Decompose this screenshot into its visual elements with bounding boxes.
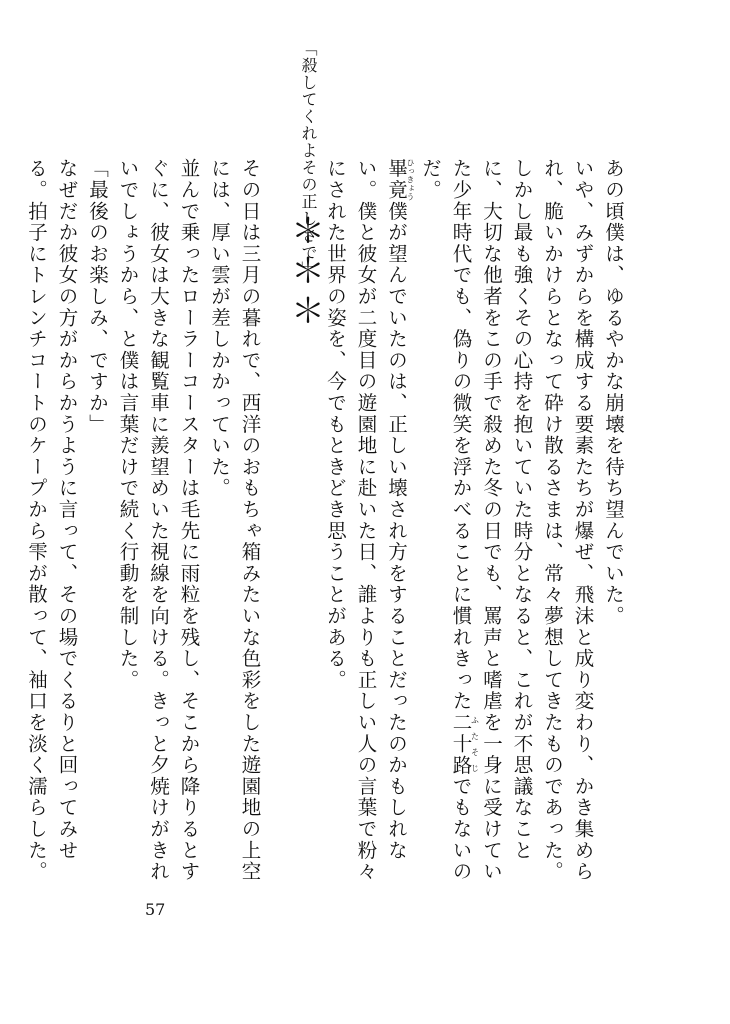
body-text: [25, 158, 628, 898]
section-separator: ＊＊＊: [284, 213, 325, 333]
running-head: 「殺してくれよその正しさで」: [299, 40, 318, 278]
ruby-hikkyo: 畢竟ひっきょう: [385, 158, 415, 201]
ruby-futasoji: 二十路ふたそじ: [449, 711, 480, 776]
paragraph: いや、みずからを構成する要素たちが爆ぜ、飛沫と成り変わり、かき集められ、脆いかけらとなって砕け散るさまは、常々夢想してきたものであった。: [541, 158, 595, 883]
paragraph: 「最後のお楽しみ、ですか」: [86, 158, 109, 435]
paragraph: あの頃僕は、ゆるやかな崩壊を待ち望んでいた。: [602, 158, 625, 627]
paragraph-text: でもないのだ。: [419, 158, 473, 883]
paragraph: その日は三月の暮れで、西洋のおもちゃ箱みたいな色彩をした遊園地の上空には、厚い雲が差しかかっていた。: [208, 158, 262, 883]
page-number: 57: [145, 900, 166, 919]
paragraph: なぜだか彼女の方がからかうように言って、その場でくるりと回ってみせる。拍子にトレンチコートのケープから雫が散って、袖口を淡く濡らした。: [25, 158, 79, 883]
paragraph-text: しかし最も強くその心持を抱いていた時分となると、これが不思議なことに、大切な他者をこの手で殺めた冬の日でも、罵声と嗜虐を一身に受けていた少年時代でも、偽りの微笑を浮かべることに慣れきった: [449, 158, 534, 883]
paragraph: 畢竟ひっきょう僕が望んでいたのは、正しい壊され方をすることだったのかもしれない。僕と彼女が二度目の遊園地に赴いた日、誰よりも正しい人の言葉で粉々にされた世界の姿を、今でもときどき思うことがある。: [324, 158, 415, 883]
paragraph: [415, 158, 537, 898]
paragraph: 並んで乗ったローラーコースターは毛先に雨粒を残し、そこから降りるとすぐに、彼女は大きな観覧車に羨望めいた視線を向ける。きっと夕焼けがきれいでしょうから、と僕は言葉だけで続く行動を制した。: [116, 158, 201, 883]
paragraph-text: が望んでいたのは、正しい壊され方をすることだったのかもしれない。僕と彼女が二度目の遊園地に赴いた日、誰よりも正しい人の言葉で粉々にされた世界の姿を、今でもときどき思うことがある。: [324, 158, 408, 883]
